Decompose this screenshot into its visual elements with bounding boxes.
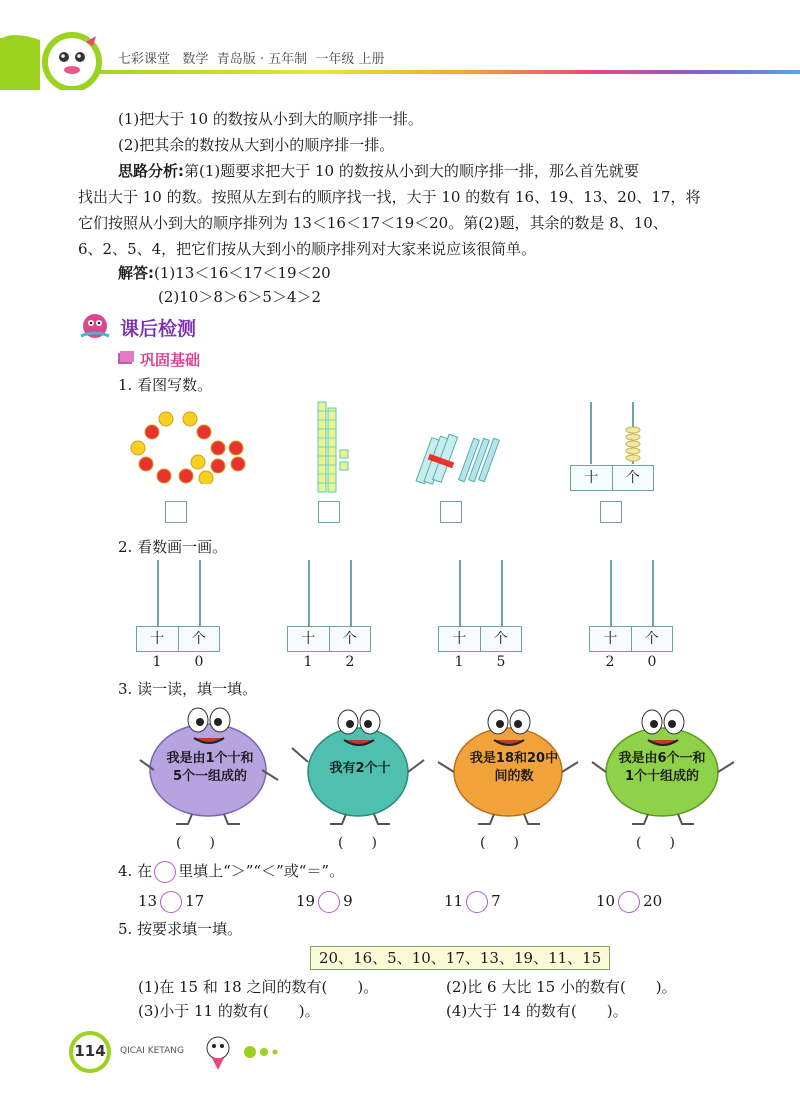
- section-subtitle: 巩固基础: [140, 351, 201, 369]
- section-title: 课后检测: [120, 318, 197, 340]
- q1-answer-box-1[interactable]: [165, 501, 187, 523]
- q4-item-4: 10 20: [596, 890, 662, 913]
- q1-place-value-table: [570, 465, 654, 491]
- q2-number-4: 2 0: [605, 654, 657, 670]
- answer-line-1: [118, 262, 331, 284]
- q1-title: 1. 看图写数。: [118, 376, 213, 394]
- footer-brand: QICAI KETANG: [120, 1046, 184, 1056]
- q2-number-3: 1 5: [454, 654, 506, 670]
- analysis-label: 思路分析:: [118, 162, 184, 180]
- q3-bubble-3: 我是18和20中 间的数: [469, 751, 559, 784]
- series-name: 七彩课堂: [118, 52, 171, 67]
- q5-part-3: (3)小于 11 的数有( )。: [138, 1002, 320, 1020]
- q4-compare-circle-3[interactable]: [466, 891, 488, 913]
- q1-answer-box-4[interactable]: [600, 501, 622, 523]
- analysis-line-4: 6、2、5、4，把它们按从大到小的顺序排列对大家来说应该很简单。: [78, 240, 537, 258]
- q1-abacus-beads: [623, 424, 643, 464]
- q5-number-list: 20、16、5、10、17、13、19、11、15: [310, 946, 610, 970]
- answer-1: (1)13＜16＜17＜19＜20: [154, 264, 331, 282]
- q2-abacus-table-1: 十 个: [136, 626, 220, 652]
- edition: 青岛版 · 五年制: [216, 52, 308, 67]
- q1-blocks-picture: [312, 400, 352, 496]
- subject: 数学: [182, 52, 209, 67]
- tens-label: 十: [571, 466, 613, 490]
- q3-bubble-1: 我是由1个十和 5个一组成的: [166, 751, 254, 784]
- header-banner: [0, 0, 800, 90]
- q2-number-2: 1 2: [303, 654, 355, 670]
- q4-item-1: 13 17: [138, 890, 204, 913]
- q5-part-1: (1)在 15 和 18 之间的数有( )。: [138, 978, 379, 996]
- q4-item-3: 11 7: [444, 890, 501, 913]
- q2-title: 2. 看数画一画。: [118, 538, 228, 556]
- analysis-text-1: 第(1)题要求把大于 10 的数按从小到大的顺序排一排，那么首先就要: [184, 162, 639, 180]
- q4-title: 4. 在 里填上“＞”“＜”或“＝”。: [118, 860, 344, 883]
- ones-label: 个: [625, 470, 640, 486]
- q1-balls-picture: [128, 410, 254, 484]
- q2-abacus-table-3: 十 个: [438, 626, 522, 652]
- q5-part-2: (2)比 6 大比 15 小的数有( )。: [446, 978, 677, 996]
- book-icon: [116, 350, 136, 366]
- mascot-icon: [78, 308, 112, 342]
- q4-compare-circle-4[interactable]: [618, 891, 640, 913]
- q2-number-1: 1 0: [152, 654, 204, 670]
- answer-2: (2)10＞8＞6＞5＞4＞2: [158, 288, 322, 306]
- footer-mascot-icon: [198, 1030, 288, 1074]
- q5-part-4: (4)大于 14 的数有( )。: [446, 1002, 628, 1020]
- q2-abacus-table-2: 十 个: [287, 626, 371, 652]
- q3-title: 3. 读一读，填一填。: [118, 680, 258, 698]
- q5-title: 5. 按要求填一填。: [118, 920, 243, 938]
- q4-compare-circle-1[interactable]: [160, 891, 182, 913]
- example-q1: (1)把大于 10 的数按从小到大的顺序排一排。: [118, 110, 423, 128]
- q1-abacus-tens-rod: [590, 402, 592, 464]
- q4-item-2: 19 9: [296, 890, 353, 913]
- q3-bubble-4: 我是由6个一和 1个十组成的: [618, 751, 706, 784]
- q3-bubble-2: 我有2个十: [329, 761, 391, 776]
- q3-answer-3[interactable]: ( ): [480, 835, 519, 851]
- q3-answer-2[interactable]: ( ): [338, 835, 377, 851]
- analysis-line-2: 找出大于 10 的数。按照从左到右的顺序找一找，大于 10 的数有 16、19、13、20、17，将: [78, 188, 701, 206]
- q3-answer-4[interactable]: ( ): [636, 835, 675, 851]
- q1-answer-box-3[interactable]: [440, 501, 462, 523]
- q1-sticks-picture: [414, 430, 504, 490]
- analysis-line-3: 它们按照从小到大的顺序排列为 13＜16＜17＜19＜20。第(2)题，其余的数是 8、10、: [78, 214, 668, 232]
- example-q2: (2)把其余的数按从大到小的顺序排一排。: [118, 136, 395, 154]
- page-number: 114: [74, 1042, 106, 1060]
- analysis-line-1: [118, 160, 639, 182]
- q2-abacus-table-4: 十 个: [589, 626, 673, 652]
- q1-answer-box-2[interactable]: [318, 501, 340, 523]
- grade: 一年级 上册: [315, 52, 385, 67]
- answer-label: 解答:: [118, 264, 154, 282]
- header-title: [118, 48, 385, 67]
- q3-answer-1[interactable]: ( ): [176, 835, 215, 851]
- q4-circle-sample: [154, 861, 176, 883]
- q4-compare-circle-2[interactable]: [318, 891, 340, 913]
